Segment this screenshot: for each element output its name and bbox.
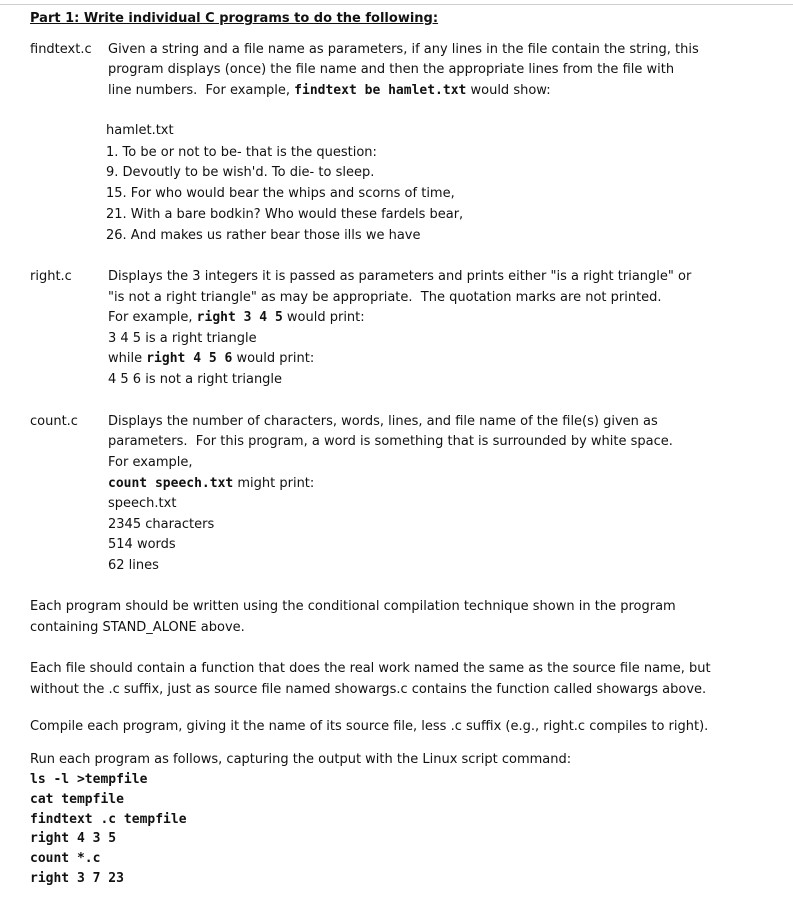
count-example-line (108, 474, 314, 494)
findtext-example-line: 9. Devoutly to be wish'd. To die- to sleep. (106, 165, 375, 180)
paragraph-line: Compile each program, giving it the name of its source file, less .c suffix (e.g., right.c compiles to right). (30, 719, 709, 734)
top-divider (0, 4, 793, 5)
command-line: findtext .c tempfile (30, 812, 187, 827)
paragraph-line: without the .c suffix, just as source file named showargs.c contains the function called showargs above. (30, 682, 707, 697)
text-run: would print: (282, 310, 365, 325)
text-run: For example, (108, 310, 197, 325)
right-output-line: 3 4 5 is a right triangle (108, 331, 257, 346)
count-desc-line: Displays the number of characters, words, lines, and file name of the file(s) given as (108, 414, 658, 429)
paragraph-line: Run each program as follows, capturing the output with the Linux script command: (30, 752, 572, 767)
findtext-desc-line (108, 81, 551, 101)
paragraph-line: Each program should be written using the conditional compilation technique shown in the program (30, 599, 676, 614)
right-output-line: 4 5 6 is not a right triangle (108, 372, 283, 387)
command-line: right 3 7 23 (30, 871, 124, 886)
text-run: would print: (232, 351, 315, 366)
count-desc-line: parameters. For this program, a word is something that is surrounded by white space. (108, 434, 673, 449)
findtext-label: findtext.c (30, 42, 92, 57)
findtext-example-line: hamlet.txt (106, 123, 174, 138)
command-line: right 4 3 5 (30, 831, 117, 846)
count-desc-line: For example, (108, 455, 193, 470)
right-example-line (108, 308, 365, 328)
paragraph-line: containing STAND_ALONE above. (30, 620, 245, 635)
findtext-example-line: 1. To be or not to be- that is the question: (106, 145, 377, 160)
text-run: would show: (466, 83, 551, 98)
code-run: right 3 4 5 (196, 310, 283, 325)
findtext-example-line: 15. For who would bear the whips and scorns of time, (106, 186, 455, 201)
page-heading: Part 1: Write individual C programs to do the following: (30, 11, 439, 26)
paragraph-line: Each file should contain a function that does the real work named the same as the source file name, but (30, 661, 711, 676)
findtext-example-line: 21. With a bare bodkin? Who would these fardels bear, (106, 207, 464, 222)
command-line: ls -l >tempfile (30, 772, 148, 787)
count-output-line: speech.txt (108, 496, 177, 511)
command-line: cat tempfile (30, 792, 124, 807)
right-desc-line: Displays the 3 integers it is passed as parameters and prints either "is a right triangle" or (108, 269, 692, 284)
findtext-desc-line: Given a string and a file name as parameters, if any lines in the file contain the string, this (108, 42, 699, 57)
findtext-desc-line: program displays (once) the file name and then the appropriate lines from the file with (108, 62, 675, 77)
count-output-line: 62 lines (108, 558, 159, 573)
count-label: count.c (30, 414, 78, 429)
text-run: line numbers. For example, (108, 83, 295, 98)
text-run: while (108, 351, 147, 366)
right-desc-line: "is not a right triangle" as may be appropriate. The quotation marks are not printed. (108, 290, 662, 305)
right-example-line (108, 349, 314, 369)
findtext-example-line: 26. And makes us rather bear those ills we have (106, 228, 421, 243)
command-line: count *.c (30, 851, 101, 866)
count-output-line: 2345 characters (108, 517, 215, 532)
count-output-line: 514 words (108, 537, 176, 552)
code-run: count speech.txt (108, 476, 234, 491)
right-label: right.c (30, 269, 72, 284)
text-run: might print: (233, 476, 315, 491)
code-run: right 4 5 6 (146, 351, 233, 366)
code-run: findtext be hamlet.txt (294, 83, 467, 98)
